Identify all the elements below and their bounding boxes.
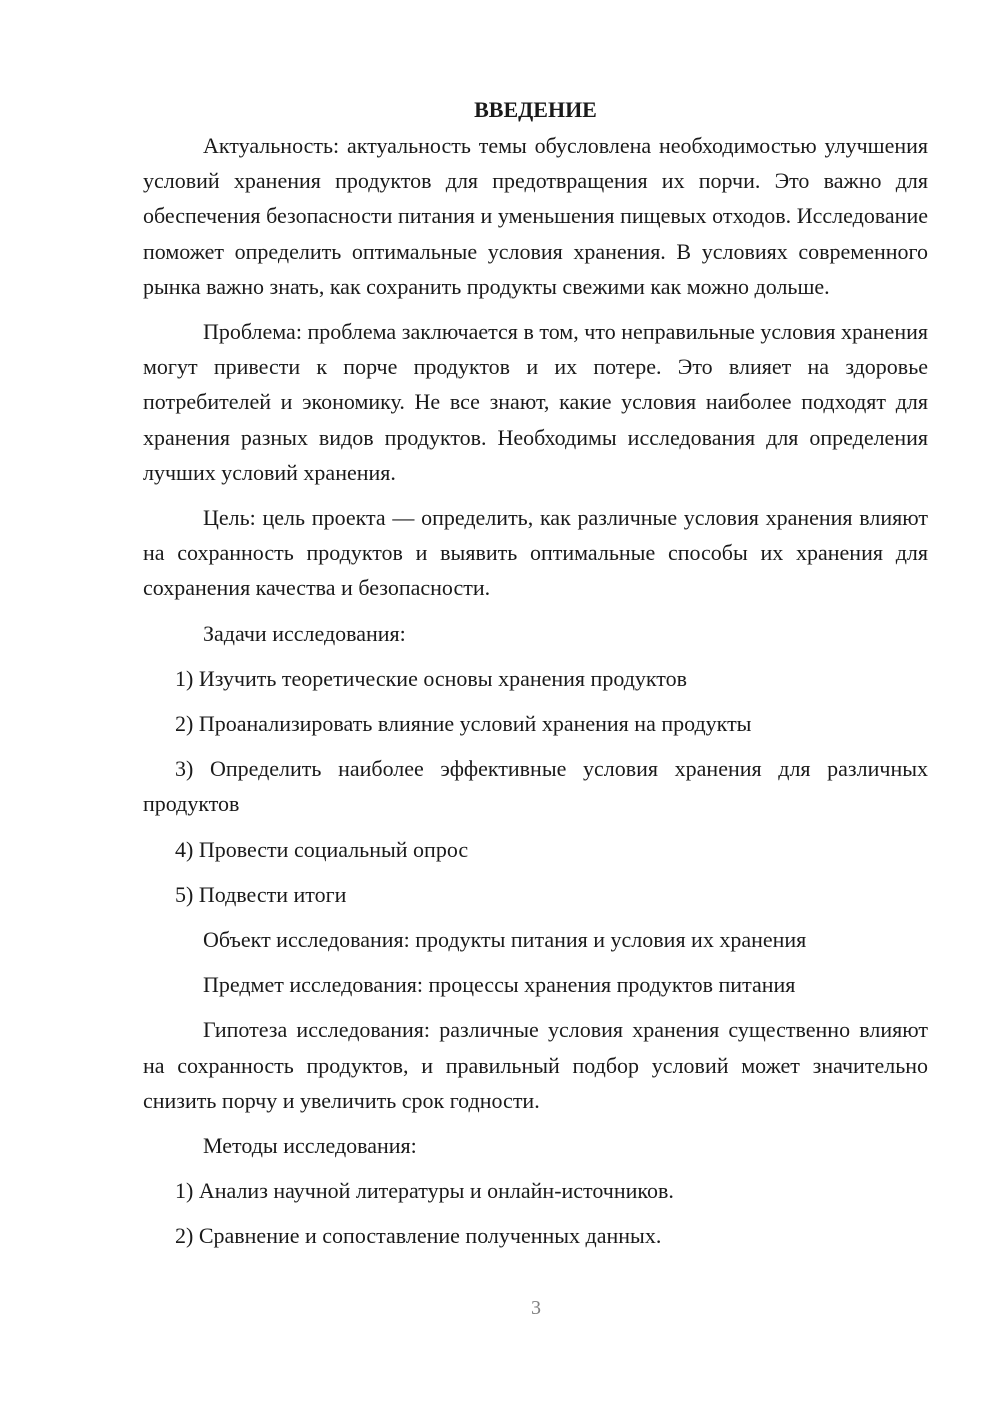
goal-paragraph: Цель: цель проекта — определить, как различные условия хранения влияют на сохранность продуктов и выявить оптимальные способы их хранения для сохранения качества и безопасности. — [143, 505, 928, 601]
page-content — [143, 94, 928, 1264]
task-item: 3) Определить наиболее эффективные условия хранения для различных продуктов — [143, 756, 928, 817]
task-item: 5) Подвести итоги — [175, 881, 347, 907]
method-item: 1) Анализ научной литературы и онлайн-источников. — [175, 1178, 674, 1204]
task-item: 1) Изучить теоретические основы хранения продуктов — [175, 665, 687, 691]
problem-paragraph: Проблема: проблема заключается в том, что неправильные условия хранения могут привести к порче продуктов и их потере. Это влияет на здоровье потребителей и экономику. Не все знают, какие условия наиболее подходят для хранения разных видов продуктов. Необходимы исследования для определения лучших условий хранения. — [143, 319, 928, 485]
hypothesis-paragraph: Гипотеза исследования: различные условия хранения существенно влияют на сохранность продуктов, и правильный подбор условий может значительно снизить порчу и увеличить срок годности. — [143, 1017, 928, 1113]
method-item: 2) Сравнение и сопоставление полученных данных. — [175, 1223, 662, 1249]
tasks-heading: Задачи исследования: — [203, 620, 406, 646]
task-item: 4) Провести социальный опрос — [175, 836, 469, 862]
relevance-paragraph: Актуальность: актуальность темы обусловлена необходимостью улучшения условий хранения продуктов для предотвращения их порчи. Это важно для обеспечения безопасности питания и уменьшения пищевых отходов. Исследование поможет определить оптимальные условия хранения. В условиях современного рынка важно знать, как сохранить продукты свежими как можно дольше. — [143, 133, 928, 299]
section-heading: ВВЕДЕНИЕ — [474, 97, 597, 122]
task-item: 2) Проанализировать влияние условий хранения на продукты — [175, 711, 752, 737]
methods-heading: Методы исследования: — [203, 1133, 417, 1159]
object-paragraph: Объект исследования: продукты питания и условия их хранения — [203, 927, 807, 953]
subject-paragraph: Предмет исследования: процессы хранения продуктов питания — [203, 972, 796, 998]
page-number: 3 — [531, 1297, 541, 1319]
